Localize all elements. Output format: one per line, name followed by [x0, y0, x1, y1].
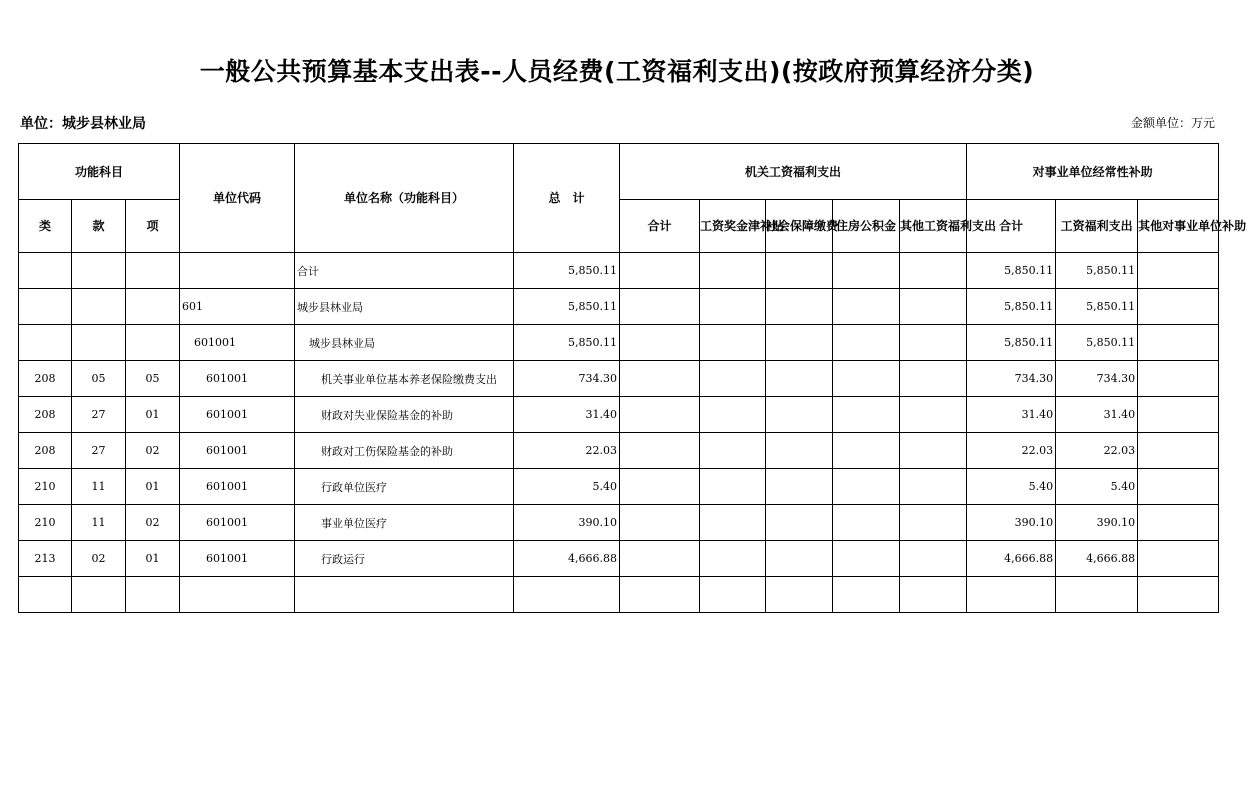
header-xiang: 项	[126, 200, 180, 253]
cell-lei: 210	[19, 469, 72, 505]
cell-unit-code: 601001	[180, 325, 295, 361]
cell-inst-welfare: 31.40	[1056, 397, 1138, 433]
cell-kuan: 11	[72, 505, 126, 541]
cell-kuan	[72, 289, 126, 325]
cell-unit-code: 601001	[180, 361, 295, 397]
table-row	[19, 541, 1219, 577]
cell-gov-housing	[833, 289, 900, 325]
cell-lei	[19, 577, 72, 613]
cell-gov-social	[766, 253, 833, 289]
cell-gov-other	[900, 397, 967, 433]
unit-label: 单位：城步县林业局	[20, 116, 146, 132]
cell-gov-salary	[700, 289, 766, 325]
cell-unit-code: 601001	[180, 469, 295, 505]
cell-inst-subtotal	[967, 577, 1056, 613]
cell-gov-housing	[833, 325, 900, 361]
cell-gov-other	[900, 505, 967, 541]
cell-unit-code: 601001	[180, 397, 295, 433]
cell-lei	[19, 325, 72, 361]
cell-total: 734.30	[514, 361, 620, 397]
cell-lei	[19, 289, 72, 325]
header-row-1	[19, 144, 1219, 200]
cell-gov-other	[900, 541, 967, 577]
header-inst-subtotal: 合计	[967, 200, 1056, 253]
cell-xiang: 01	[126, 469, 180, 505]
cell-inst-subtotal: 5,850.11	[967, 289, 1056, 325]
cell-unit-name: 财政对工伤保险基金的补助	[295, 433, 514, 469]
cell-unit-name	[295, 577, 514, 613]
header-inst-welfare: 工资福利支出	[1056, 200, 1138, 253]
cell-gov-social	[766, 397, 833, 433]
cell-gov-social	[766, 289, 833, 325]
cell-inst-other	[1138, 253, 1219, 289]
cell-unit-name: 行政运行	[295, 541, 514, 577]
cell-xiang: 02	[126, 505, 180, 541]
cell-inst-welfare	[1056, 577, 1138, 613]
header-gov-group: 机关工资福利支出	[620, 144, 967, 200]
cell-kuan	[72, 577, 126, 613]
cell-lei: 208	[19, 433, 72, 469]
cell-gov-housing	[833, 433, 900, 469]
cell-inst-other	[1138, 289, 1219, 325]
cell-kuan: 05	[72, 361, 126, 397]
cell-gov-other	[900, 289, 967, 325]
header-inst-group: 对事业单位经常性补助	[967, 144, 1219, 200]
header-inst-other: 其他对事业单位补助	[1138, 200, 1219, 253]
expenditure-table	[18, 143, 1247, 613]
cell-unit-name: 城步县林业局	[295, 289, 514, 325]
cell-gov-housing	[833, 505, 900, 541]
header-lei: 类	[19, 200, 72, 253]
table-row	[19, 289, 1219, 325]
cell-unit-code: 601001	[180, 433, 295, 469]
cell-xiang: 05	[126, 361, 180, 397]
cell-gov-social	[766, 469, 833, 505]
table-row	[19, 361, 1219, 397]
cell-inst-subtotal: 390.10	[967, 505, 1056, 541]
cell-inst-other	[1138, 325, 1219, 361]
cell-inst-other	[1138, 397, 1219, 433]
cell-gov-housing	[833, 541, 900, 577]
cell-inst-subtotal: 734.30	[967, 361, 1056, 397]
cell-gov-subtotal	[620, 433, 700, 469]
cell-inst-welfare: 4,666.88	[1056, 541, 1138, 577]
cell-gov-subtotal	[620, 289, 700, 325]
cell-inst-welfare: 5,850.11	[1056, 289, 1138, 325]
cell-gov-salary	[700, 469, 766, 505]
cell-unit-name: 财政对失业保险基金的补助	[295, 397, 514, 433]
cell-total: 5,850.11	[514, 325, 620, 361]
cell-gov-other	[900, 433, 967, 469]
header-kuan: 款	[72, 200, 126, 253]
cell-inst-welfare: 5,850.11	[1056, 253, 1138, 289]
cell-gov-social	[766, 541, 833, 577]
cell-inst-welfare: 5.40	[1056, 469, 1138, 505]
table-row	[19, 505, 1219, 541]
cell-unit-code	[180, 253, 295, 289]
cell-inst-other	[1138, 505, 1219, 541]
cell-gov-housing	[833, 361, 900, 397]
cell-kuan	[72, 325, 126, 361]
cell-gov-social	[766, 361, 833, 397]
cell-gov-subtotal	[620, 541, 700, 577]
table-row	[19, 469, 1219, 505]
cell-inst-welfare: 390.10	[1056, 505, 1138, 541]
header-gov-other: 其他工资福利支出	[900, 200, 967, 253]
cell-gov-housing	[833, 577, 900, 613]
cell-gov-housing	[833, 397, 900, 433]
cell-gov-housing	[833, 469, 900, 505]
cell-gov-other	[900, 361, 967, 397]
cell-xiang	[126, 289, 180, 325]
cell-inst-welfare: 22.03	[1056, 433, 1138, 469]
cell-inst-subtotal: 5.40	[967, 469, 1056, 505]
header-gov-social: 社会保障缴费	[766, 200, 833, 253]
cell-total: 31.40	[514, 397, 620, 433]
cell-lei: 208	[19, 397, 72, 433]
cell-inst-subtotal: 5,850.11	[967, 325, 1056, 361]
cell-total	[514, 577, 620, 613]
page-title: 一般公共预算基本支出表--人员经费(工资福利支出)(按政府预算经济分类)	[199, 57, 1035, 86]
cell-inst-other	[1138, 577, 1219, 613]
cell-gov-social	[766, 505, 833, 541]
cell-inst-subtotal: 22.03	[967, 433, 1056, 469]
cell-kuan: 27	[72, 397, 126, 433]
cell-inst-other	[1138, 361, 1219, 397]
amount-unit-label: 金额单位：万元	[1130, 116, 1215, 130]
table-row-empty	[19, 577, 1219, 613]
table-row	[19, 253, 1219, 289]
cell-lei	[19, 253, 72, 289]
cell-total: 5,850.11	[514, 253, 620, 289]
cell-gov-social	[766, 433, 833, 469]
cell-kuan: 27	[72, 433, 126, 469]
header-unit-name: 单位名称（功能科目）	[295, 144, 514, 253]
cell-unit-name: 事业单位医疗	[295, 505, 514, 541]
cell-gov-other	[900, 253, 967, 289]
cell-inst-welfare: 734.30	[1056, 361, 1138, 397]
cell-xiang	[126, 577, 180, 613]
cell-xiang	[126, 253, 180, 289]
cell-gov-subtotal	[620, 361, 700, 397]
cell-total: 5.40	[514, 469, 620, 505]
cell-unit-name: 合计	[295, 253, 514, 289]
cell-inst-subtotal: 31.40	[967, 397, 1056, 433]
table-row	[19, 433, 1219, 469]
cell-total: 390.10	[514, 505, 620, 541]
cell-lei: 213	[19, 541, 72, 577]
cell-unit-name: 行政单位医疗	[295, 469, 514, 505]
cell-unit-code: 601	[180, 289, 295, 325]
cell-gov-subtotal	[620, 397, 700, 433]
table-row	[19, 325, 1219, 361]
header-func-subject: 功能科目	[19, 144, 180, 200]
cell-unit-code	[180, 577, 295, 613]
cell-gov-salary	[700, 433, 766, 469]
cell-total: 22.03	[514, 433, 620, 469]
cell-unit-name: 机关事业单位基本养老保险缴费支出	[295, 361, 514, 397]
cell-kuan	[72, 253, 126, 289]
cell-gov-salary	[700, 541, 766, 577]
cell-gov-social	[766, 325, 833, 361]
cell-xiang: 01	[126, 541, 180, 577]
cell-gov-salary	[700, 253, 766, 289]
cell-lei: 210	[19, 505, 72, 541]
header-gov-subtotal: 合计	[620, 200, 700, 253]
cell-gov-subtotal	[620, 469, 700, 505]
cell-inst-welfare: 5,850.11	[1056, 325, 1138, 361]
table-row	[19, 397, 1219, 433]
cell-gov-salary	[700, 577, 766, 613]
cell-inst-other	[1138, 541, 1219, 577]
cell-kuan: 02	[72, 541, 126, 577]
cell-gov-other	[900, 577, 967, 613]
cell-unit-code: 601001	[180, 541, 295, 577]
cell-gov-salary	[700, 505, 766, 541]
cell-gov-housing	[833, 253, 900, 289]
cell-unit-code: 601001	[180, 505, 295, 541]
cell-inst-subtotal: 4,666.88	[967, 541, 1056, 577]
header-gov-salary: 工资奖金津补贴	[700, 200, 766, 253]
header-unit-code: 单位代码	[180, 144, 295, 253]
cell-total: 4,666.88	[514, 541, 620, 577]
cell-xiang: 01	[126, 397, 180, 433]
cell-gov-other	[900, 325, 967, 361]
cell-gov-social	[766, 577, 833, 613]
cell-xiang: 02	[126, 433, 180, 469]
cell-gov-subtotal	[620, 505, 700, 541]
cell-inst-subtotal: 5,850.11	[967, 253, 1056, 289]
cell-gov-salary	[700, 325, 766, 361]
cell-inst-other	[1138, 469, 1219, 505]
cell-gov-subtotal	[620, 253, 700, 289]
cell-gov-subtotal	[620, 325, 700, 361]
cell-gov-salary	[700, 397, 766, 433]
cell-gov-other	[900, 469, 967, 505]
cell-unit-name: 城步县林业局	[295, 325, 514, 361]
cell-gov-salary	[700, 361, 766, 397]
cell-total: 5,850.11	[514, 289, 620, 325]
header-total: 总 计	[514, 144, 620, 253]
header-gov-housing: 住房公积金	[833, 200, 900, 253]
cell-inst-other	[1138, 433, 1219, 469]
cell-xiang	[126, 325, 180, 361]
cell-lei: 208	[19, 361, 72, 397]
cell-kuan: 11	[72, 469, 126, 505]
cell-gov-subtotal	[620, 577, 700, 613]
